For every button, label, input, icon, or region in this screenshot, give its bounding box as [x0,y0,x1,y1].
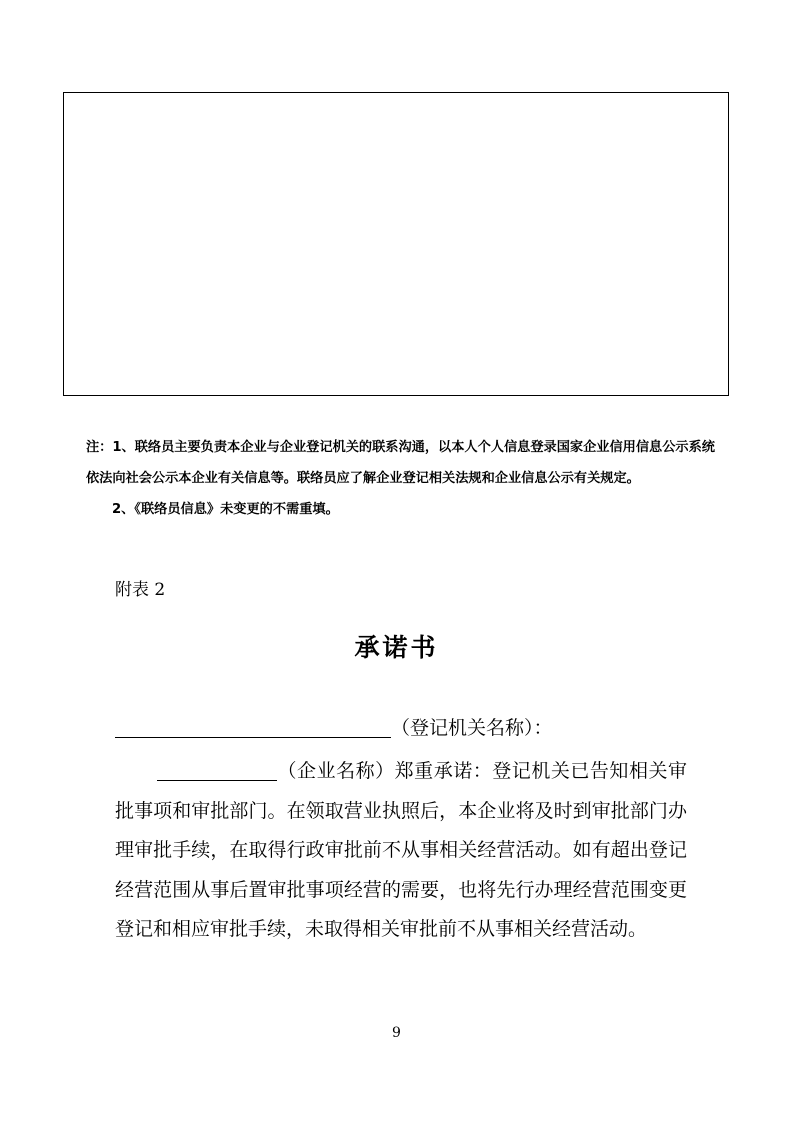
commitment-text: （企业名称）郑重承诺：登记机关已告知相关审批事项和审批部门。在领取营业执照后，本企业将及时到审批部门办理审批手续，在取得行政审批前不从事相关经营活动。如有超出登记经营范围从事后置审批事项经营的需要，也将先行办理经营范围变更登记和相应审批手续，未取得相关审批前不从事相关经营活动。 [115,760,687,940]
company-name-blank[interactable] [157,760,277,781]
addressee-line [115,708,695,748]
addressee-suffix: （登记机关名称）： [391,717,553,739]
note-item-2: 2、《联络员信息》未变更的不需重填。 [112,502,339,517]
attachment-label: 附表 2 [115,580,166,600]
commitment-paragraph [115,752,687,950]
page-title: 承诺书 [354,633,439,662]
page-number: 9 [392,1025,401,1041]
note-item-1: 注：1、联络员主要负责本企业与企业登记机关的联系沟通，以本人个人信息登录国家企业信用信息公示系统依法向社会公示本企业有关信息等。联络员应了解企业登记相关法规和企业信息公示有关规定。 [86,440,715,486]
notes-block [86,432,718,525]
empty-form-box [63,92,729,396]
registration-authority-blank[interactable] [115,715,391,738]
